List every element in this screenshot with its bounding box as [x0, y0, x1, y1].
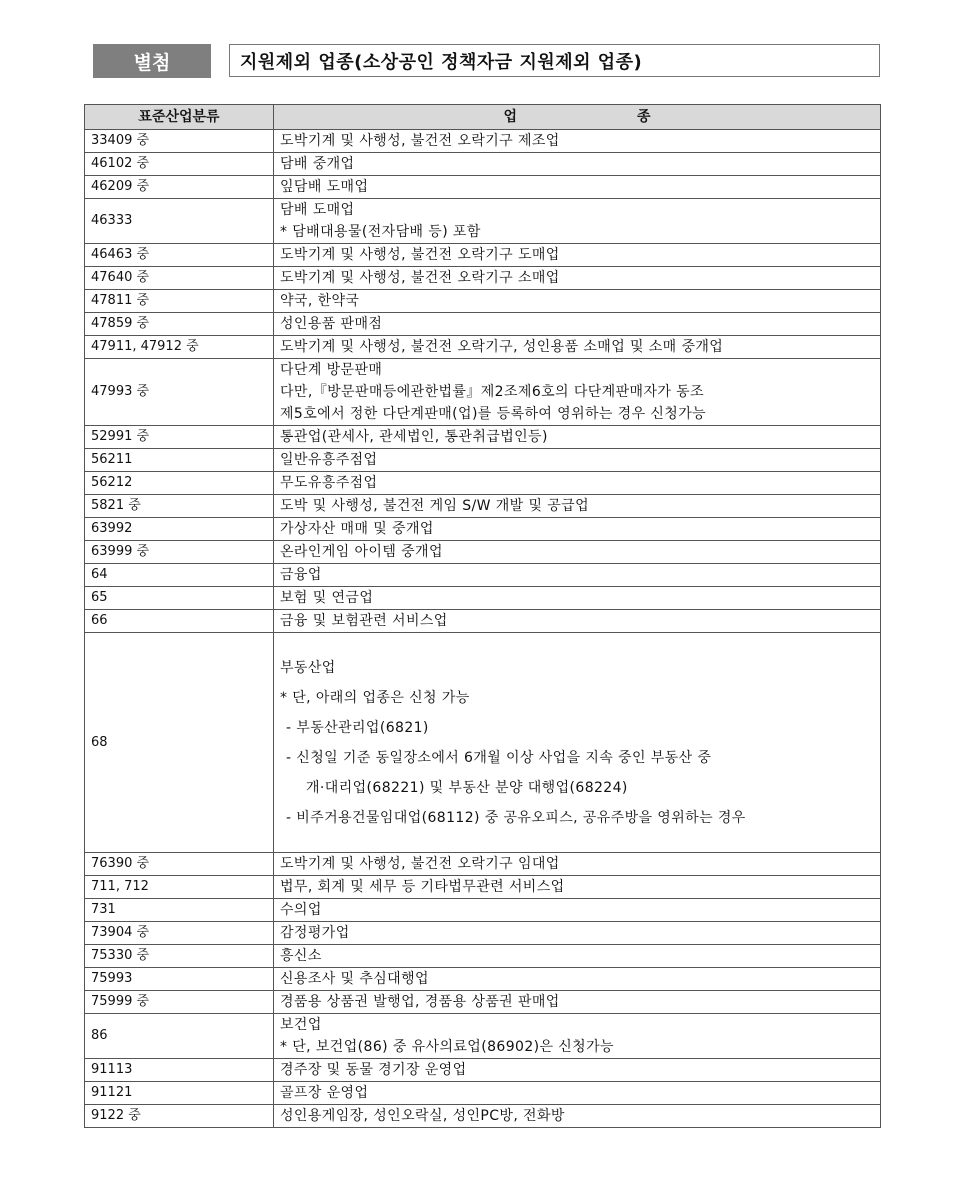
table-row [85, 541, 881, 564]
industry-line: 보건업 [280, 1017, 322, 1033]
table-row [85, 267, 881, 290]
table-header-row [85, 105, 881, 130]
industry-line: 도박기계 및 사행성, 불건전 오락기구 도매업 [280, 247, 560, 263]
industry-line: 제5호에서 정한 다단계판매(업)를 등록하여 영위하는 경우 신청가능 [280, 406, 707, 422]
column-header-industry [274, 105, 881, 130]
table-row [85, 176, 881, 199]
industry-description-cell [274, 899, 881, 922]
industry-line: 다단계 방문판매 [280, 362, 383, 378]
industry-line: 감정평가업 [280, 925, 350, 941]
table-row [85, 1059, 881, 1082]
column-header-code: 표준산업분류 [85, 105, 274, 130]
industry-code-cell: 47640 중 [85, 267, 274, 290]
industry-description-cell [274, 1059, 881, 1082]
industry-description-cell [274, 336, 881, 359]
industry-line: 골프장 운영업 [280, 1085, 369, 1101]
industry-code-cell: 47911, 47912 중 [85, 336, 274, 359]
industry-description-cell [274, 130, 881, 153]
industry-code-cell: 91121 [85, 1082, 274, 1105]
industry-line: 금융 및 보험관련 서비스업 [280, 613, 448, 629]
table-row [85, 1014, 881, 1059]
industry-description-cell [274, 267, 881, 290]
industry-code-cell: 63999 중 [85, 541, 274, 564]
table-row [85, 922, 881, 945]
table-row [85, 876, 881, 899]
column-header-industry-part-2: 종 [637, 109, 651, 125]
real-estate-item-1: - 부동산관리업(6821) [286, 719, 429, 736]
real-estate-item-3: - 비주거용건물임대업(68112) 중 공유오피스, 공유주방을 영위하는 경우 [286, 809, 746, 826]
table-row [85, 426, 881, 449]
table-row [85, 290, 881, 313]
industry-code-cell: 52991 중 [85, 426, 274, 449]
industry-description-cell [274, 587, 881, 610]
industry-code-cell: 75330 중 [85, 945, 274, 968]
industry-description-cell [274, 1082, 881, 1105]
industry-line: 경품용 상품권 발행업, 경품용 상품권 판매업 [280, 994, 560, 1010]
real-estate-title: 부동산업 [280, 659, 336, 676]
real-estate-note: * 단, 아래의 업종은 신청 가능 [280, 689, 470, 706]
industry-line: 다만,『방문판매등에관한법률』제2조제6호의 다단계판매자가 동조 [280, 384, 704, 400]
industry-code-cell: 46333 [85, 199, 274, 244]
table-body-part-1 [85, 130, 881, 633]
industry-description-cell [274, 876, 881, 899]
industry-line: 도박기계 및 사행성, 불건전 오락기구, 성인용품 소매업 및 소매 중개업 [280, 339, 724, 355]
industry-line: 도박기계 및 사행성, 불건전 오락기구 제조업 [280, 133, 560, 149]
table-row [85, 130, 881, 153]
industry-code-cell: 86 [85, 1014, 274, 1059]
table-row [85, 899, 881, 922]
industry-line: 무도유흥주점업 [280, 475, 378, 491]
industry-line: 도박기계 및 사행성, 불건전 오락기구 임대업 [280, 856, 560, 872]
table-row [85, 853, 881, 876]
table-row [85, 359, 881, 426]
industry-code-cell: 63992 [85, 518, 274, 541]
table-row [85, 1105, 881, 1128]
industry-description-cell [274, 359, 881, 426]
table-row [85, 610, 881, 633]
industry-code-cell: 46102 중 [85, 153, 274, 176]
industry-line: 도박 및 사행성, 불건전 게임 S/W 개발 및 공급업 [280, 498, 590, 514]
attachment-tag: 별첨 [93, 44, 211, 78]
industry-line: 일반유흥주점업 [280, 452, 378, 468]
industry-description-cell [274, 426, 881, 449]
industry-line: * 단, 보건업(86) 중 유사의료업(86902)은 신청가능 [280, 1039, 614, 1055]
table-row [85, 313, 881, 336]
industry-description-cell [274, 176, 881, 199]
real-estate-item-2-continued: 개·대리업(68221) 및 부동산 분양 대행업(68224) [306, 779, 628, 796]
table-row [85, 991, 881, 1014]
industry-line: 가상자산 매매 및 중개업 [280, 521, 434, 537]
document-title: 지원제외 업종(소상공인 정책자금 지원제외 업종) [229, 44, 880, 77]
industry-code-cell: 68 [85, 633, 274, 853]
industry-description-cell [274, 290, 881, 313]
industry-description-cell [274, 313, 881, 336]
industry-line: 통관업(관세사, 관세법인, 통관취급법인등) [280, 429, 548, 445]
real-estate-item-2: - 신청일 기준 동일장소에서 6개월 이상 사업을 지속 중인 부동산 중 [286, 749, 712, 766]
industry-line: 도박기계 및 사행성, 불건전 오락기구 소매업 [280, 270, 560, 286]
industry-code-cell: 76390 중 [85, 853, 274, 876]
industry-description-cell [274, 564, 881, 587]
industry-line: 담배 중개업 [280, 156, 355, 172]
table-row [85, 587, 881, 610]
industry-line: 경주장 및 동물 경기장 운영업 [280, 1062, 467, 1078]
table-row [85, 449, 881, 472]
industry-description-cell [274, 449, 881, 472]
table-row [85, 945, 881, 968]
industry-description-cell [274, 518, 881, 541]
industry-description-cell [274, 945, 881, 968]
industry-code-cell: 5821 중 [85, 495, 274, 518]
industry-code-cell: 65 [85, 587, 274, 610]
industry-description-cell [274, 153, 881, 176]
table-body-part-2 [85, 853, 881, 1128]
industry-line: 온라인게임 아이템 중개업 [280, 544, 443, 560]
table-row [85, 336, 881, 359]
table-row [85, 495, 881, 518]
column-header-industry-part-1: 업 [503, 109, 517, 125]
table-row [85, 244, 881, 267]
industry-line: * 담배대용물(전자담배 등) 포함 [280, 224, 481, 240]
industry-code-cell: 46209 중 [85, 176, 274, 199]
industry-code-cell: 56211 [85, 449, 274, 472]
industry-line: 잎담배 도매업 [280, 179, 369, 195]
industry-line: 담배 도매업 [280, 202, 355, 218]
table-body-row-68 [85, 633, 881, 853]
industry-description-cell [274, 1014, 881, 1059]
table-row [85, 472, 881, 495]
industry-code-cell: 9122 중 [85, 1105, 274, 1128]
industry-code-cell: 731 [85, 899, 274, 922]
table-row [85, 1082, 881, 1105]
table-row [85, 199, 881, 244]
industry-description-cell [274, 991, 881, 1014]
industry-line: 법무, 회계 및 세무 등 기타법무관련 서비스업 [280, 879, 565, 895]
industry-code-cell: 47811 중 [85, 290, 274, 313]
industry-description-cell [274, 610, 881, 633]
industry-code-cell: 47993 중 [85, 359, 274, 426]
industry-code-cell: 33409 중 [85, 130, 274, 153]
industry-code-cell: 64 [85, 564, 274, 587]
industry-line: 성인용품 판매점 [280, 316, 383, 332]
industry-code-cell: 46463 중 [85, 244, 274, 267]
industry-line: 수의업 [280, 902, 322, 918]
industry-code-cell: 75999 중 [85, 991, 274, 1014]
industry-code-cell: 66 [85, 610, 274, 633]
industry-description-cell [274, 633, 881, 853]
industry-description-cell [274, 472, 881, 495]
industry-description-cell [274, 853, 881, 876]
industry-code-cell: 711, 712 [85, 876, 274, 899]
industry-code-cell: 73904 중 [85, 922, 274, 945]
industry-line: 흥신소 [280, 948, 322, 964]
industry-description-cell [274, 244, 881, 267]
table-row [85, 968, 881, 991]
industry-code-cell: 47859 중 [85, 313, 274, 336]
industry-description-cell [274, 922, 881, 945]
industry-line: 신용조사 및 추심대행업 [280, 971, 429, 987]
industry-line: 보험 및 연금업 [280, 590, 374, 606]
industry-line: 약국, 한약국 [280, 293, 360, 309]
document-header [93, 44, 882, 81]
table-row [85, 518, 881, 541]
industry-code-cell: 91113 [85, 1059, 274, 1082]
industry-description-cell [274, 199, 881, 244]
excluded-industries-table [84, 104, 881, 1128]
industry-description-cell [274, 1105, 881, 1128]
table-row [85, 153, 881, 176]
industry-description-cell [274, 968, 881, 991]
industry-line: 성인용게임장, 성인오락실, 성인PC방, 전화방 [280, 1108, 565, 1124]
industry-line: 금융업 [280, 567, 322, 583]
industry-code-cell: 56212 [85, 472, 274, 495]
table-row [85, 564, 881, 587]
industry-description-cell [274, 495, 881, 518]
industry-code-cell: 75993 [85, 968, 274, 991]
industry-description-cell [274, 541, 881, 564]
table-row [85, 633, 881, 853]
